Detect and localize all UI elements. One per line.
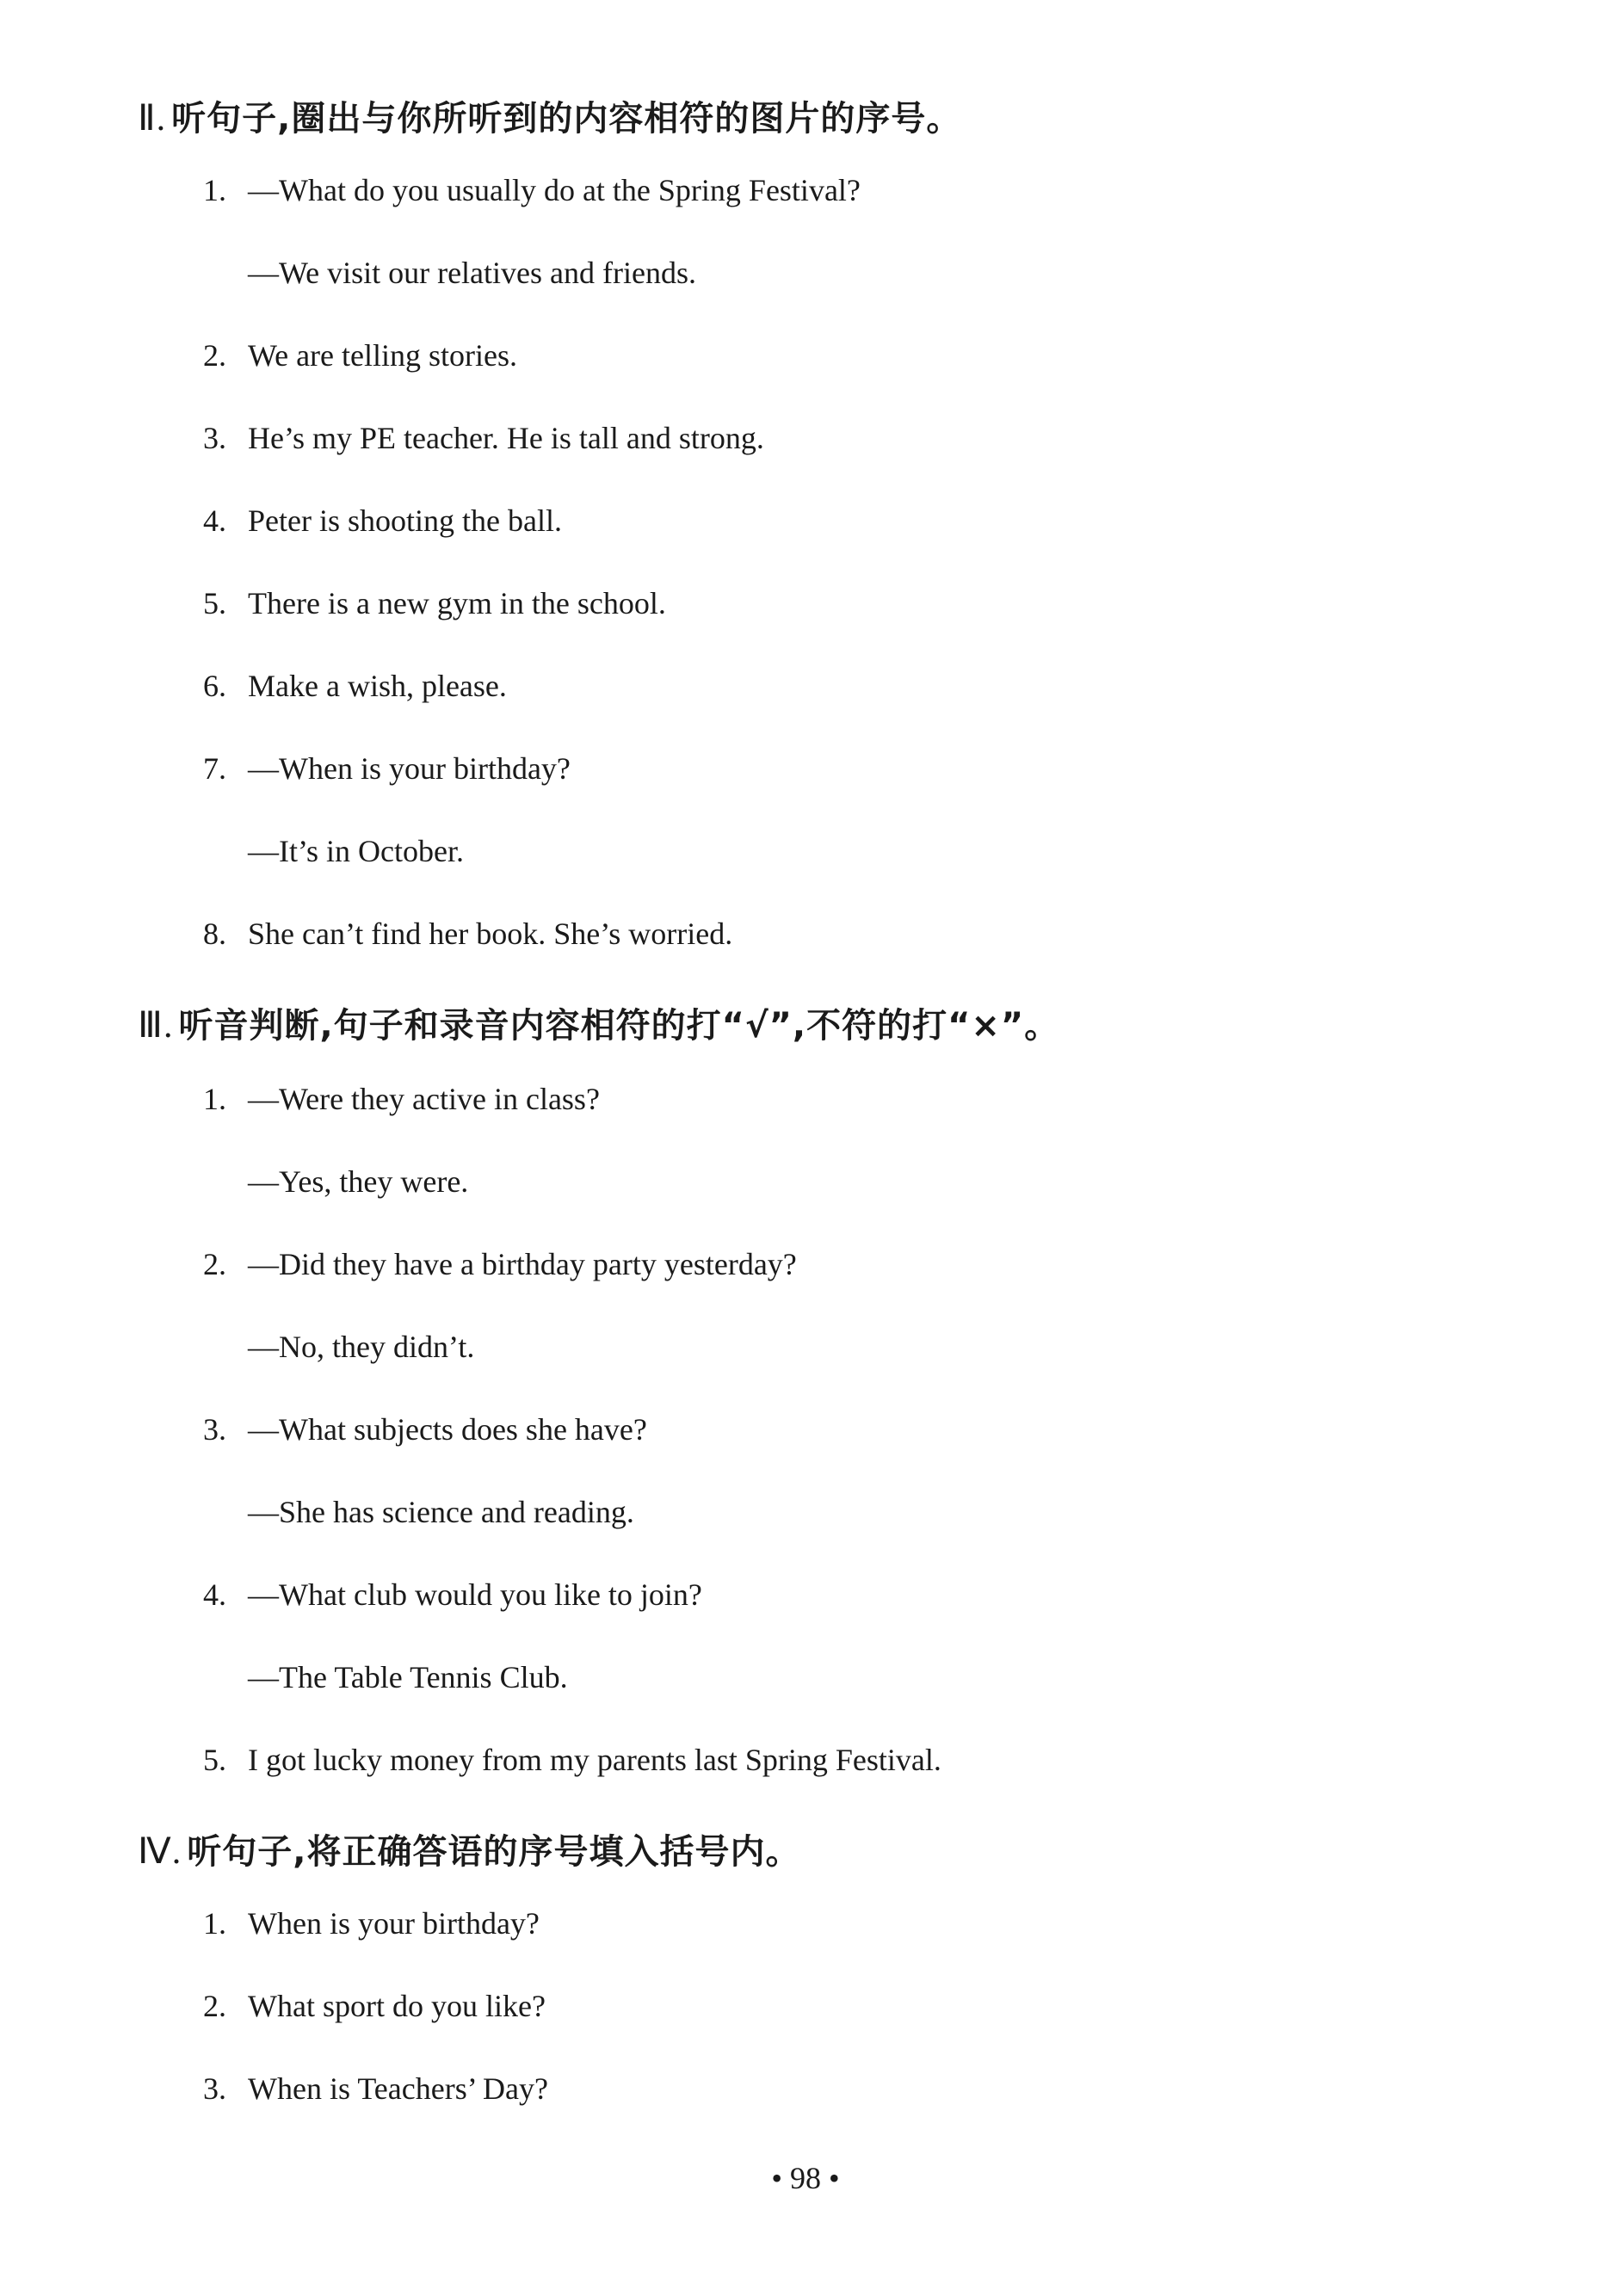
item-number: 8. [203, 917, 226, 951]
item-text: Make a wish, please. [248, 669, 507, 703]
section-2-numeral: Ⅱ. [138, 99, 167, 139]
item-text: —It’s in October. [248, 834, 464, 868]
item-number: 1. [203, 1906, 226, 1941]
item-number: 6. [203, 669, 226, 703]
item-text: —Did they have a birthday party yesterday? [248, 1247, 797, 1281]
item-text: —We visit our relatives and friends. [248, 256, 696, 290]
item-number: 3. [203, 421, 226, 455]
item-text: —What club would you like to join? [248, 1577, 702, 1612]
item-text: When is Teachers’ Day? [248, 2071, 548, 2106]
item-number: 5. [203, 586, 226, 620]
item-number: 3. [203, 1412, 226, 1447]
item-number: 2. [203, 1989, 226, 2023]
item-text: —What do you usually do at the Spring Festival? [248, 173, 861, 207]
item-text: She can’t find her book. She’s worried. [248, 917, 733, 951]
item-text: Peter is shooting the ball. [248, 503, 562, 538]
item-text: We are telling stories. [248, 338, 517, 373]
item-number: 2. [203, 338, 226, 373]
item-text: —She has science and reading. [248, 1495, 634, 1529]
section-3-numeral: Ⅲ. [138, 1006, 174, 1046]
section-4-numeral: Ⅳ. [138, 1832, 182, 1872]
item-text: —No, they didn’t. [248, 1330, 475, 1364]
item-number: 1. [203, 173, 226, 207]
item-number: 4. [203, 503, 226, 538]
item-number: 3. [203, 2071, 226, 2106]
section-2-heading [138, 91, 961, 140]
item-text: —When is your birthday? [248, 751, 571, 786]
item-number: 5. [203, 1743, 226, 1777]
item-text: —What subjects does she have? [248, 1412, 647, 1447]
section-3-title: 听音判断,句子和录音内容相符的打“√”,不符的打“×”。 [178, 1006, 1060, 1046]
item-text: There is a new gym in the school. [248, 586, 666, 620]
section-4-heading [138, 1824, 800, 1873]
page-number: • 98 • [771, 2161, 840, 2195]
item-text: —Yes, they were. [248, 1164, 469, 1199]
item-text: When is your birthday? [248, 1906, 540, 1941]
item-text: What sport do you like? [248, 1989, 546, 2023]
item-text: —The Table Tennis Club. [248, 1660, 568, 1694]
item-number: 7. [203, 751, 226, 786]
item-text: —Were they active in class? [248, 1082, 600, 1116]
item-number: 4. [203, 1577, 226, 1612]
item-text: He’s my PE teacher. He is tall and strong. [248, 421, 764, 455]
section-4-title: 听句子,将正确答语的序号填入括号内。 [187, 1832, 801, 1872]
item-number: 1. [203, 1082, 226, 1116]
item-number: 2. [203, 1247, 226, 1281]
section-2-title: 听句子,圈出与你所听到的内容相符的图片的序号。 [171, 99, 962, 139]
item-text: I got lucky money from my parents last Spring Festival. [248, 1743, 941, 1777]
section-3-heading [138, 998, 1059, 1047]
